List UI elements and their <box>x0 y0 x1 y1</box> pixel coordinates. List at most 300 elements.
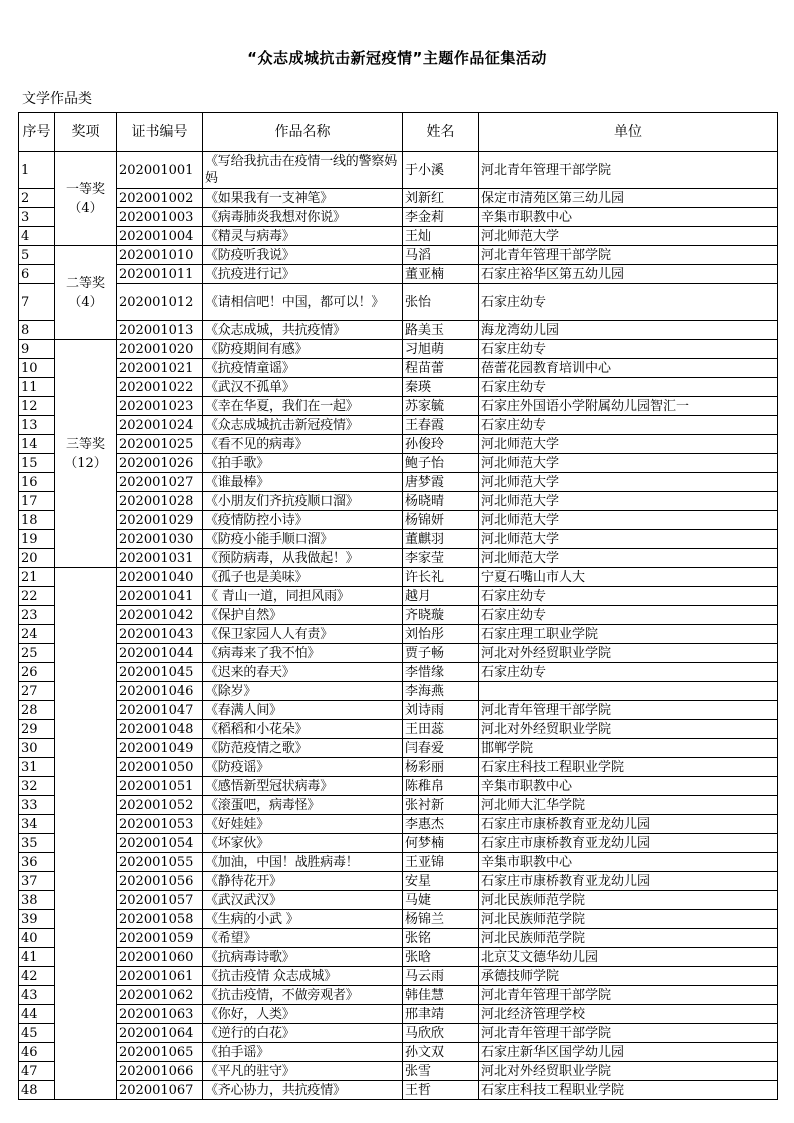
cell-certificate-no: 202001021 <box>117 359 203 378</box>
cell-work-title: 《疫情防控小诗》 <box>203 511 403 530</box>
cell-unit: 宁夏石嘴山市人大 <box>479 568 778 587</box>
cell-work-title: 《除岁》 <box>203 682 403 701</box>
cell-certificate-no: 202001043 <box>117 625 203 644</box>
cell-certificate-no: 202001046 <box>117 682 203 701</box>
table-row <box>19 682 778 701</box>
cell-unit: 河北青年管理干部学院 <box>479 1024 778 1043</box>
cell-name: 马滔 <box>403 246 479 265</box>
cell-work-title: 《幸在华夏，我们在一起》 <box>203 397 403 416</box>
cell-work-title: 《抗击疫情 众志成城》 <box>203 967 403 986</box>
cell-number: 6 <box>19 265 55 284</box>
cell-number: 37 <box>19 872 55 891</box>
table-row <box>19 587 778 606</box>
table-row <box>19 284 778 321</box>
cell-unit: 邯郸学院 <box>479 739 778 758</box>
cell-unit: 石家庄理工职业学院 <box>479 625 778 644</box>
table-row <box>19 834 778 853</box>
cell-number: 18 <box>19 511 55 530</box>
cell-work-title: 《防疫听我说》 <box>203 246 403 265</box>
header-certificate-no: 证书编号 <box>117 113 203 152</box>
cell-name: 王亚锦 <box>403 853 479 872</box>
table-row <box>19 568 778 587</box>
cell-number: 43 <box>19 986 55 1005</box>
cell-work-title: 《如果我有一支神笔》 <box>203 189 403 208</box>
cell-number: 47 <box>19 1062 55 1081</box>
cell-work-title: 《齐心协力，共抗疫情》 <box>203 1081 403 1100</box>
table-row <box>19 1081 778 1100</box>
cell-name: 李惜缘 <box>403 663 479 682</box>
cell-certificate-no: 202001063 <box>117 1005 203 1024</box>
awards-table <box>18 112 778 1100</box>
cell-number: 25 <box>19 644 55 663</box>
table-row <box>19 454 778 473</box>
cell-number: 23 <box>19 606 55 625</box>
cell-name: 李家莹 <box>403 549 479 568</box>
cell-work-title: 《感悟新型冠状病毒》 <box>203 777 403 796</box>
cell-certificate-no: 202001054 <box>117 834 203 853</box>
cell-unit <box>479 682 778 701</box>
table-row <box>19 152 778 189</box>
cell-award: 一等奖 （4） <box>55 152 117 246</box>
cell-work-title: 《精灵与病毒》 <box>203 227 403 246</box>
cell-unit: 河北青年管理干部学院 <box>479 701 778 720</box>
cell-work-title: 《好娃娃》 <box>203 815 403 834</box>
cell-number: 40 <box>19 929 55 948</box>
cell-name: 李金莉 <box>403 208 479 227</box>
cell-name: 王灿 <box>403 227 479 246</box>
cell-work-title: 《希望》 <box>203 929 403 948</box>
cell-work-title: 《抗疫情童谣》 <box>203 359 403 378</box>
cell-certificate-no: 202001055 <box>117 853 203 872</box>
cell-unit: 石家庄科技工程职业学院 <box>479 1081 778 1100</box>
cell-work-title: 《病毒来了我不怕》 <box>203 644 403 663</box>
cell-name: 张怡 <box>403 284 479 321</box>
cell-unit: 石家庄科技工程职业学院 <box>479 758 778 777</box>
cell-work-title: 《小朋友们齐抗疫顺口溜》 <box>203 492 403 511</box>
table-row <box>19 606 778 625</box>
cell-certificate-no: 202001010 <box>117 246 203 265</box>
cell-unit: 石家庄市康桥教育亚龙幼儿园 <box>479 872 778 891</box>
cell-certificate-no: 202001049 <box>117 739 203 758</box>
cell-certificate-no: 202001058 <box>117 910 203 929</box>
cell-number: 46 <box>19 1043 55 1062</box>
cell-work-title: 《保护自然》 <box>203 606 403 625</box>
cell-certificate-no: 202001028 <box>117 492 203 511</box>
cell-unit: 河北青年管理干部学院 <box>479 986 778 1005</box>
header-work-title: 作品名称 <box>203 113 403 152</box>
cell-name: 王哲 <box>403 1081 479 1100</box>
cell-name: 贾子畅 <box>403 644 479 663</box>
cell-certificate-no: 202001048 <box>117 720 203 739</box>
cell-number: 31 <box>19 758 55 777</box>
cell-number: 2 <box>19 189 55 208</box>
cell-number: 14 <box>19 435 55 454</box>
table-row <box>19 189 778 208</box>
cell-work-title: 《谁最棒》 <box>203 473 403 492</box>
table-row <box>19 720 778 739</box>
cell-number: 27 <box>19 682 55 701</box>
cell-unit: 蓓蕾花园教育培训中心 <box>479 359 778 378</box>
cell-name: 董亚楠 <box>403 265 479 284</box>
cell-unit: 河北经济管理学校 <box>479 1005 778 1024</box>
cell-name: 刘新红 <box>403 189 479 208</box>
table-row <box>19 492 778 511</box>
cell-name: 鲍子怡 <box>403 454 479 473</box>
cell-unit: 石家庄幼专 <box>479 587 778 606</box>
cell-certificate-no: 202001041 <box>117 587 203 606</box>
table-row <box>19 986 778 1005</box>
table-row <box>19 872 778 891</box>
table-row <box>19 246 778 265</box>
cell-certificate-no: 202001067 <box>117 1081 203 1100</box>
cell-name: 李惠杰 <box>403 815 479 834</box>
cell-work-title: 《武汉武汉》 <box>203 891 403 910</box>
cell-work-title: 《防范疫情之歌》 <box>203 739 403 758</box>
cell-certificate-no: 202001053 <box>117 815 203 834</box>
cell-name: 马欣欣 <box>403 1024 479 1043</box>
cell-work-title: 《稻稻和小花朵》 <box>203 720 403 739</box>
cell-unit: 河北师范大学 <box>479 435 778 454</box>
cell-unit: 河北师范大学 <box>479 549 778 568</box>
cell-unit: 海龙湾幼儿园 <box>479 321 778 340</box>
cell-name: 张晗 <box>403 948 479 967</box>
cell-unit: 石家庄裕华区第五幼儿园 <box>479 265 778 284</box>
cell-name: 程苗蕾 <box>403 359 479 378</box>
cell-certificate-no: 202001001 <box>117 152 203 189</box>
table-row <box>19 739 778 758</box>
table-row <box>19 530 778 549</box>
cell-name: 杨锦兰 <box>403 910 479 929</box>
cell-name: 杨晓晴 <box>403 492 479 511</box>
cell-unit: 石家庄新华区国学幼儿园 <box>479 1043 778 1062</box>
cell-name: 越月 <box>403 587 479 606</box>
cell-number: 39 <box>19 910 55 929</box>
cell-work-title: 《滚蛋吧，病毒怪》 <box>203 796 403 815</box>
table-row <box>19 777 778 796</box>
cell-number: 42 <box>19 967 55 986</box>
cell-unit: 辛集市职教中心 <box>479 208 778 227</box>
table-row <box>19 1005 778 1024</box>
cell-work-title: 《众志成城抗击新冠疫情》 <box>203 416 403 435</box>
cell-number: 44 <box>19 1005 55 1024</box>
cell-unit: 河北对外经贸职业学院 <box>479 644 778 663</box>
cell-work-title: 《 青山一道，同担风雨》 <box>203 587 403 606</box>
cell-number: 38 <box>19 891 55 910</box>
table-row <box>19 359 778 378</box>
header-award: 奖项 <box>55 113 117 152</box>
cell-unit: 保定市清苑区第三幼儿园 <box>479 189 778 208</box>
cell-unit: 石家庄幼专 <box>479 416 778 435</box>
cell-number: 12 <box>19 397 55 416</box>
cell-number: 9 <box>19 340 55 359</box>
cell-unit: 河北师大汇华学院 <box>479 796 778 815</box>
cell-work-title: 《拍手谣》 <box>203 1043 403 1062</box>
cell-number: 10 <box>19 359 55 378</box>
cell-work-title: 《春满人间》 <box>203 701 403 720</box>
cell-certificate-no: 202001027 <box>117 473 203 492</box>
cell-unit: 河北师范大学 <box>479 454 778 473</box>
cell-unit: 河北民族师范学院 <box>479 929 778 948</box>
cell-number: 32 <box>19 777 55 796</box>
cell-certificate-no: 202001029 <box>117 511 203 530</box>
cell-name: 刘怡彤 <box>403 625 479 644</box>
cell-number: 5 <box>19 246 55 265</box>
cell-certificate-no: 202001023 <box>117 397 203 416</box>
cell-name: 董麒羽 <box>403 530 479 549</box>
category-label: 文学作品类 <box>22 91 92 107</box>
cell-name: 王田蕊 <box>403 720 479 739</box>
cell-work-title: 《请相信吧！中国，都可以！》 <box>203 284 403 321</box>
table-row <box>19 227 778 246</box>
cell-unit: 河北青年管理干部学院 <box>479 152 778 189</box>
cell-work-title: 《孤子也是美味》 <box>203 568 403 587</box>
cell-certificate-no: 202001051 <box>117 777 203 796</box>
cell-unit: 石家庄幼专 <box>479 378 778 397</box>
cell-work-title: 《看不见的病毒》 <box>203 435 403 454</box>
cell-number: 30 <box>19 739 55 758</box>
table-row <box>19 1024 778 1043</box>
cell-name: 杨锦妍 <box>403 511 479 530</box>
cell-certificate-no: 202001030 <box>117 530 203 549</box>
cell-unit: 石家庄外国语小学附属幼儿园智汇一 <box>479 397 778 416</box>
cell-name: 马云雨 <box>403 967 479 986</box>
cell-unit: 河北师范大学 <box>479 473 778 492</box>
cell-name: 何梦楠 <box>403 834 479 853</box>
cell-number: 15 <box>19 454 55 473</box>
cell-award: 三等奖 （12） <box>55 340 117 568</box>
cell-name: 李海燕 <box>403 682 479 701</box>
page-title: “众志成城抗击新冠疫情”主题作品征集活动 <box>247 49 547 67</box>
cell-number: 22 <box>19 587 55 606</box>
cell-number: 7 <box>19 284 55 321</box>
cell-number: 16 <box>19 473 55 492</box>
cell-certificate-no: 202001065 <box>117 1043 203 1062</box>
table-row <box>19 625 778 644</box>
table-row <box>19 948 778 967</box>
table-row <box>19 511 778 530</box>
cell-certificate-no: 202001057 <box>117 891 203 910</box>
cell-certificate-no: 202001025 <box>117 435 203 454</box>
cell-certificate-no: 202001020 <box>117 340 203 359</box>
cell-number: 35 <box>19 834 55 853</box>
cell-number: 36 <box>19 853 55 872</box>
cell-work-title: 《预防病毒，从我做起！》 <box>203 549 403 568</box>
cell-certificate-no: 202001060 <box>117 948 203 967</box>
cell-work-title: 《写给我抗击在疫情一线的警察妈妈 <box>203 152 403 189</box>
cell-number: 48 <box>19 1081 55 1100</box>
table-row <box>19 891 778 910</box>
cell-number: 29 <box>19 720 55 739</box>
table-row <box>19 701 778 720</box>
cell-name: 孙俊玲 <box>403 435 479 454</box>
cell-certificate-no: 202001052 <box>117 796 203 815</box>
cell-name: 韩佳慧 <box>403 986 479 1005</box>
table-row <box>19 1043 778 1062</box>
cell-certificate-no: 202001004 <box>117 227 203 246</box>
cell-unit: 石家庄幼专 <box>479 606 778 625</box>
cell-certificate-no: 202001045 <box>117 663 203 682</box>
cell-unit: 石家庄幼专 <box>479 284 778 321</box>
cell-unit: 辛集市职教中心 <box>479 853 778 872</box>
cell-number: 34 <box>19 815 55 834</box>
cell-certificate-no: 202001062 <box>117 986 203 1005</box>
cell-unit: 河北师范大学 <box>479 530 778 549</box>
cell-unit: 石家庄市康桥教育亚龙幼儿园 <box>479 834 778 853</box>
cell-unit: 石家庄市康桥教育亚龙幼儿园 <box>479 815 778 834</box>
cell-work-title: 《坏家伙》 <box>203 834 403 853</box>
cell-work-title: 《抗击疫情，不做旁观者》 <box>203 986 403 1005</box>
cell-award: 二等奖 （4） <box>55 246 117 340</box>
cell-certificate-no: 202001056 <box>117 872 203 891</box>
table-row <box>19 853 778 872</box>
cell-certificate-no: 202001024 <box>117 416 203 435</box>
cell-name: 张衬新 <box>403 796 479 815</box>
cell-unit: 河北师范大学 <box>479 511 778 530</box>
cell-certificate-no: 202001022 <box>117 378 203 397</box>
cell-number: 41 <box>19 948 55 967</box>
cell-number: 24 <box>19 625 55 644</box>
table-header-row <box>19 113 778 152</box>
cell-unit: 河北青年管理干部学院 <box>479 246 778 265</box>
cell-work-title: 《抗病毒诗歌》 <box>203 948 403 967</box>
cell-certificate-no: 202001047 <box>117 701 203 720</box>
cell-number: 19 <box>19 530 55 549</box>
cell-name: 孙文双 <box>403 1043 479 1062</box>
cell-name: 苏家毓 <box>403 397 479 416</box>
cell-name: 许长礼 <box>403 568 479 587</box>
cell-work-title: 《加油，中国！战胜病毒！ <box>203 853 403 872</box>
cell-certificate-no: 202001064 <box>117 1024 203 1043</box>
cell-award <box>55 568 117 1100</box>
cell-unit: 河北民族师范学院 <box>479 891 778 910</box>
cell-work-title: 《平凡的驻守》 <box>203 1062 403 1081</box>
cell-name: 杨彩丽 <box>403 758 479 777</box>
cell-name: 安星 <box>403 872 479 891</box>
header-unit: 单位 <box>479 113 778 152</box>
table-row <box>19 910 778 929</box>
table-row <box>19 265 778 284</box>
cell-number: 20 <box>19 549 55 568</box>
table-row <box>19 549 778 568</box>
cell-name: 马婕 <box>403 891 479 910</box>
table-row <box>19 663 778 682</box>
cell-work-title: 《逆行的白花》 <box>203 1024 403 1043</box>
cell-work-title: 《迟来的春天》 <box>203 663 403 682</box>
cell-certificate-no: 202001044 <box>117 644 203 663</box>
table-row <box>19 1062 778 1081</box>
cell-work-title: 《保卫家园人人有责》 <box>203 625 403 644</box>
table-row <box>19 815 778 834</box>
table-row <box>19 967 778 986</box>
cell-name: 张雪 <box>403 1062 479 1081</box>
cell-certificate-no: 202001059 <box>117 929 203 948</box>
cell-name: 张铭 <box>403 929 479 948</box>
table-row <box>19 929 778 948</box>
cell-work-title: 《防疫谣》 <box>203 758 403 777</box>
cell-number: 13 <box>19 416 55 435</box>
cell-name: 习旭萌 <box>403 340 479 359</box>
cell-number: 8 <box>19 321 55 340</box>
cell-work-title: 《众志成城，共抗疫情》 <box>203 321 403 340</box>
cell-number: 3 <box>19 208 55 227</box>
cell-work-title: 《防疫小能手顺口溜》 <box>203 530 403 549</box>
cell-number: 26 <box>19 663 55 682</box>
table-row <box>19 758 778 777</box>
table-row <box>19 378 778 397</box>
cell-number: 4 <box>19 227 55 246</box>
cell-certificate-no: 202001013 <box>117 321 203 340</box>
cell-certificate-no: 202001061 <box>117 967 203 986</box>
cell-unit: 河北师范大学 <box>479 227 778 246</box>
cell-number: 33 <box>19 796 55 815</box>
cell-number: 11 <box>19 378 55 397</box>
cell-name: 秦瑛 <box>403 378 479 397</box>
cell-work-title: 《静待花开》 <box>203 872 403 891</box>
cell-unit: 河北对外经贸职业学院 <box>479 1062 778 1081</box>
cell-work-title: 《病毒肺炎我想对你说》 <box>203 208 403 227</box>
cell-certificate-no: 202001003 <box>117 208 203 227</box>
cell-unit: 承德技师学院 <box>479 967 778 986</box>
cell-work-title: 《抗疫进行记》 <box>203 265 403 284</box>
cell-number: 21 <box>19 568 55 587</box>
header-name: 姓名 <box>403 113 479 152</box>
cell-certificate-no: 202001011 <box>117 265 203 284</box>
cell-work-title: 《拍手歌》 <box>203 454 403 473</box>
table-row <box>19 796 778 815</box>
cell-unit: 辛集市职教中心 <box>479 777 778 796</box>
cell-unit: 河北民族师范学院 <box>479 910 778 929</box>
cell-certificate-no: 202001002 <box>117 189 203 208</box>
cell-name: 唐梦霞 <box>403 473 479 492</box>
cell-certificate-no: 202001040 <box>117 568 203 587</box>
cell-work-title: 《防疫期间有感》 <box>203 340 403 359</box>
cell-certificate-no: 202001066 <box>117 1062 203 1081</box>
cell-name: 王春霞 <box>403 416 479 435</box>
cell-name: 齐晓璇 <box>403 606 479 625</box>
cell-certificate-no: 202001031 <box>117 549 203 568</box>
cell-unit: 石家庄幼专 <box>479 663 778 682</box>
cell-unit: 北京艾文德华幼儿园 <box>479 948 778 967</box>
table-row <box>19 473 778 492</box>
cell-certificate-no: 202001042 <box>117 606 203 625</box>
cell-unit: 河北对外经贸职业学院 <box>479 720 778 739</box>
cell-unit: 河北师范大学 <box>479 492 778 511</box>
cell-name: 路美玉 <box>403 321 479 340</box>
cell-work-title: 《生病的小武 》 <box>203 910 403 929</box>
cell-name: 邢聿靖 <box>403 1005 479 1024</box>
cell-number: 1 <box>19 152 55 189</box>
table-row <box>19 416 778 435</box>
cell-certificate-no: 202001026 <box>117 454 203 473</box>
cell-number: 17 <box>19 492 55 511</box>
cell-number: 28 <box>19 701 55 720</box>
table-row <box>19 644 778 663</box>
table-row <box>19 321 778 340</box>
cell-number: 45 <box>19 1024 55 1043</box>
cell-unit: 石家庄幼专 <box>479 340 778 359</box>
cell-certificate-no: 202001012 <box>117 284 203 321</box>
cell-name: 陈稚帛 <box>403 777 479 796</box>
cell-work-title: 《你好，人类》 <box>203 1005 403 1024</box>
cell-certificate-no: 202001050 <box>117 758 203 777</box>
table-row <box>19 340 778 359</box>
table-row <box>19 208 778 227</box>
cell-name: 于小溪 <box>403 152 479 189</box>
table-row <box>19 397 778 416</box>
cell-name: 刘诗雨 <box>403 701 479 720</box>
table-row <box>19 435 778 454</box>
header-number: 序号 <box>19 113 55 152</box>
